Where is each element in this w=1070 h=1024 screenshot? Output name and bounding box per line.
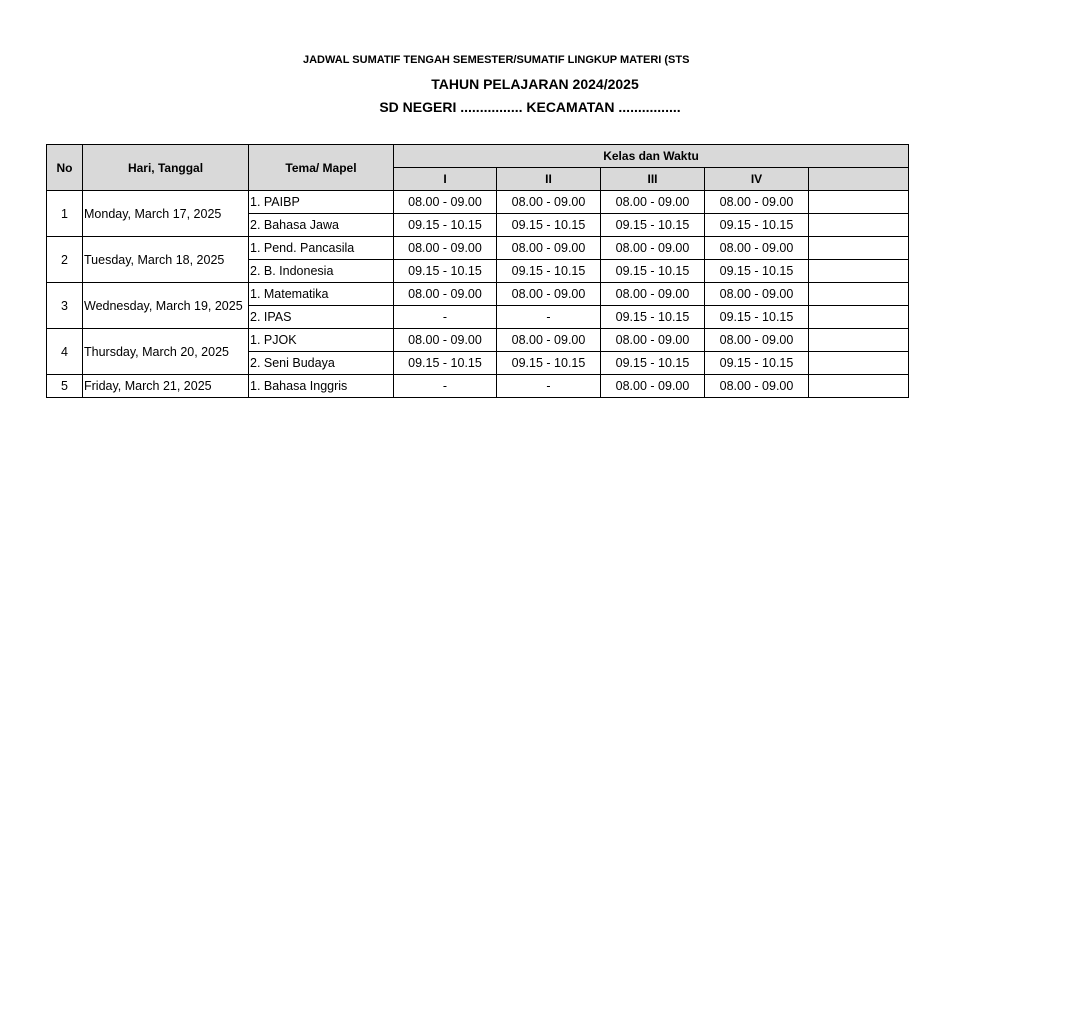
time-cell: 08.00 - 09.00 — [601, 283, 705, 306]
time-cell: - — [394, 306, 497, 329]
empty-cell — [809, 306, 909, 329]
header-class-empty — [809, 168, 909, 191]
empty-cell — [809, 260, 909, 283]
time-cell: - — [394, 375, 497, 398]
time-cell: 09.15 - 10.15 — [601, 306, 705, 329]
subject-cell: 1. PAIBP — [249, 191, 394, 214]
time-cell: 08.00 - 09.00 — [497, 191, 601, 214]
time-cell: 09.15 - 10.15 — [601, 214, 705, 237]
table-row — [47, 283, 909, 306]
time-cell: 08.00 - 09.00 — [705, 375, 809, 398]
time-cell: 09.15 - 10.15 — [705, 352, 809, 375]
day-date: Wednesday, March 19, 2025 — [83, 283, 249, 329]
time-cell: 08.00 - 09.00 — [705, 283, 809, 306]
day-number: 4 — [47, 329, 83, 375]
header-class: IV — [705, 168, 809, 191]
time-cell: 09.15 - 10.15 — [601, 352, 705, 375]
time-cell: 08.00 - 09.00 — [601, 375, 705, 398]
table-row — [47, 329, 909, 352]
day-date: Friday, March 21, 2025 — [83, 375, 249, 398]
time-cell: 08.00 - 09.00 — [497, 237, 601, 260]
time-cell: 08.00 - 09.00 — [601, 237, 705, 260]
empty-cell — [809, 375, 909, 398]
day-number: 5 — [47, 375, 83, 398]
time-cell: 09.15 - 10.15 — [705, 260, 809, 283]
day-number: 1 — [47, 191, 83, 237]
subject-cell: 1. Bahasa Inggris — [249, 375, 394, 398]
subject-cell: 1. Matematika — [249, 283, 394, 306]
header-subject: Tema/ Mapel — [249, 145, 394, 191]
schedule-table — [46, 144, 909, 398]
time-cell: 09.15 - 10.15 — [705, 214, 809, 237]
header-class-group: Kelas dan Waktu — [394, 145, 909, 168]
time-cell: 09.15 - 10.15 — [394, 352, 497, 375]
empty-cell — [809, 191, 909, 214]
time-cell: 09.15 - 10.15 — [394, 260, 497, 283]
header-no: No — [47, 145, 83, 191]
day-date: Monday, March 17, 2025 — [83, 191, 249, 237]
header-row — [47, 145, 909, 168]
time-cell: 09.15 - 10.15 — [497, 214, 601, 237]
empty-cell — [809, 214, 909, 237]
header-class: III — [601, 168, 705, 191]
schedule-table-viewport — [46, 144, 794, 402]
table-row — [47, 191, 909, 214]
empty-cell — [809, 237, 909, 260]
day-date: Thursday, March 20, 2025 — [83, 329, 249, 375]
time-cell: 08.00 - 09.00 — [394, 191, 497, 214]
time-cell: 08.00 - 09.00 — [497, 329, 601, 352]
header-class: II — [497, 168, 601, 191]
time-cell: - — [497, 306, 601, 329]
time-cell: 09.15 - 10.15 — [705, 306, 809, 329]
time-cell: 08.00 - 09.00 — [394, 237, 497, 260]
empty-cell — [809, 352, 909, 375]
school-year-heading: TAHUN PELAJARAN 2024/2025 — [431, 76, 639, 92]
time-cell: 08.00 - 09.00 — [705, 191, 809, 214]
time-cell: 09.15 - 10.15 — [497, 260, 601, 283]
header-day: Hari, Tanggal — [83, 145, 249, 191]
subject-cell: 1. Pend. Pancasila — [249, 237, 394, 260]
subject-cell: 2. IPAS — [249, 306, 394, 329]
time-cell: 08.00 - 09.00 — [497, 283, 601, 306]
time-cell: 08.00 - 09.00 — [601, 329, 705, 352]
table-row — [47, 237, 909, 260]
subject-cell: 1. PJOK — [249, 329, 394, 352]
time-cell: 08.00 - 09.00 — [394, 329, 497, 352]
time-cell: - — [497, 375, 601, 398]
time-cell: 09.15 - 10.15 — [394, 214, 497, 237]
time-cell: 09.15 - 10.15 — [497, 352, 601, 375]
time-cell: 08.00 - 09.00 — [705, 237, 809, 260]
time-cell: 08.00 - 09.00 — [705, 329, 809, 352]
subject-cell: 2. Seni Budaya — [249, 352, 394, 375]
time-cell: 08.00 - 09.00 — [601, 191, 705, 214]
day-number: 2 — [47, 237, 83, 283]
empty-cell — [809, 329, 909, 352]
time-cell: 08.00 - 09.00 — [394, 283, 497, 306]
subject-cell: 2. B. Indonesia — [249, 260, 394, 283]
table-row — [47, 375, 909, 398]
time-cell: 09.15 - 10.15 — [601, 260, 705, 283]
day-number: 3 — [47, 283, 83, 329]
header-class: I — [394, 168, 497, 191]
document-title: JADWAL SUMATIF TENGAH SEMESTER/SUMATIF LINGKUP MATERI (STS — [303, 54, 690, 66]
subject-cell: 2. Bahasa Jawa — [249, 214, 394, 237]
day-date: Tuesday, March 18, 2025 — [83, 237, 249, 283]
empty-cell — [809, 283, 909, 306]
school-heading: SD NEGERI ................ KECAMATAN ................ — [379, 99, 681, 115]
